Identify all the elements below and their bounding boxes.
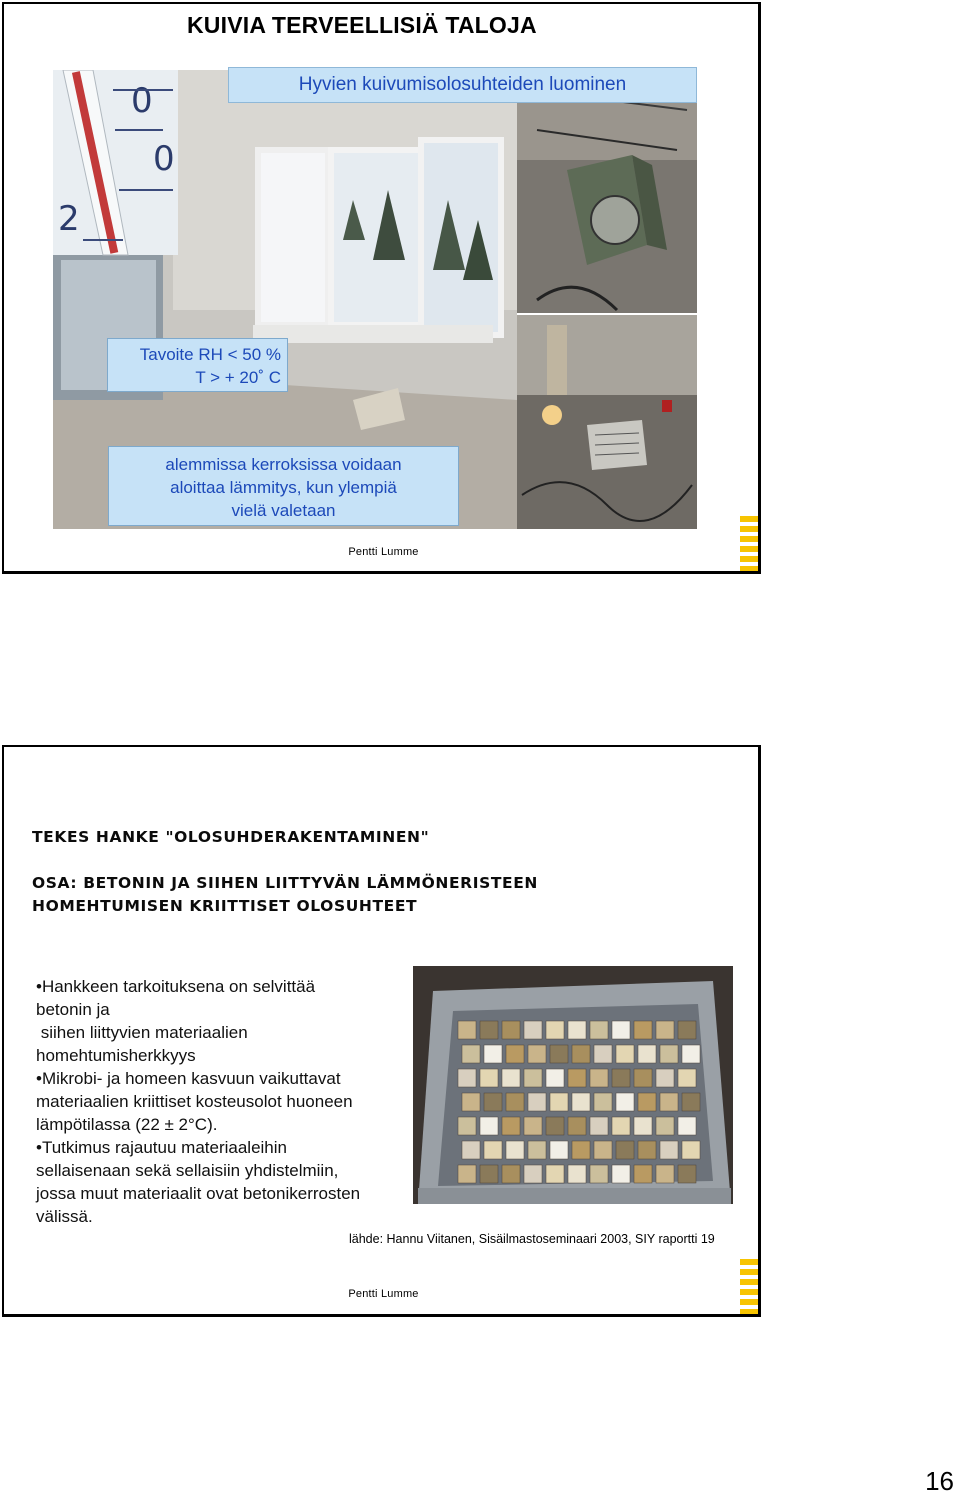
project-description [36, 975, 416, 1228]
project-heading: TEKES HANKE "OLOSUHDERAKENTAMINEN" [32, 828, 430, 846]
svg-text:0: 0 [131, 81, 153, 121]
accent-bars-decoration [740, 1259, 758, 1317]
svg-text:0: 0 [153, 139, 175, 179]
body-line: välissä. [36, 1207, 93, 1226]
body-line: •Hankkeen tarkoituksena on selvittää [36, 977, 316, 996]
construction-site-photo [517, 315, 697, 529]
callout-line: alemmissa kerroksissa voidaan [165, 455, 402, 474]
body-line: •Mikrobi- ja homeen kasvuun vaikuttavat [36, 1069, 341, 1088]
callout-line: T > + 20˚ C [195, 368, 281, 387]
body-line: sellaisenaan sekä sellaisiin yhdistelmiin, [36, 1161, 339, 1180]
slide-title: KUIVIA TERVEELLISIÄ TALOJA [187, 12, 537, 38]
body-line: lämpötilassa (22 ± 2°C). [36, 1115, 218, 1134]
slide-drying-conditions [2, 2, 761, 574]
lower-floors-callout [108, 446, 459, 526]
callout-line: aloittaa lämmitys, kun ylempiä [170, 478, 397, 497]
body-line: •Tutkimus rajautuu materiaaleihin [36, 1138, 287, 1157]
body-line: homehtumisherkkyys [36, 1046, 196, 1065]
svg-text:2: 2 [58, 199, 80, 239]
heater-photo [517, 70, 697, 313]
body-line: materiaalien kriittiset kosteusolot huoneen [36, 1092, 353, 1111]
callout-line: vielä valetaan [231, 501, 336, 520]
callout-line: Tavoite RH < 50 % [139, 345, 281, 364]
author-footer: Pentti Lumme [348, 1288, 419, 1300]
body-line: betonin ja [36, 1000, 110, 1019]
part-heading-line-1: OSA: BETONIN JA SIIHEN LIITTYVÄN LÄMMÖNERISTEEN [32, 874, 538, 892]
source-citation: lähde: Hannu Viitanen, Sisäilmastoseminaari 2003, SIY raportti 19 [349, 1232, 715, 1246]
body-line: jossa muut materiaalit ovat betonikerrosten [36, 1184, 361, 1203]
accent-bars-decoration [740, 516, 758, 574]
slide-tekes-project [2, 745, 761, 1317]
body-line: siihen liittyvien materiaalien [36, 1023, 248, 1042]
material-samples-photo [413, 966, 733, 1204]
target-humidity-callout [107, 338, 288, 392]
page-number: 16 [925, 1466, 954, 1496]
author-footer: Pentti Lumme [348, 546, 419, 558]
part-heading-line-2: HOMEHTUMISEN KRIITTISET OLOSUHTEET [32, 897, 418, 915]
slide-subtitle: Hyvien kuivumisolosuhteiden luominen [228, 67, 697, 103]
